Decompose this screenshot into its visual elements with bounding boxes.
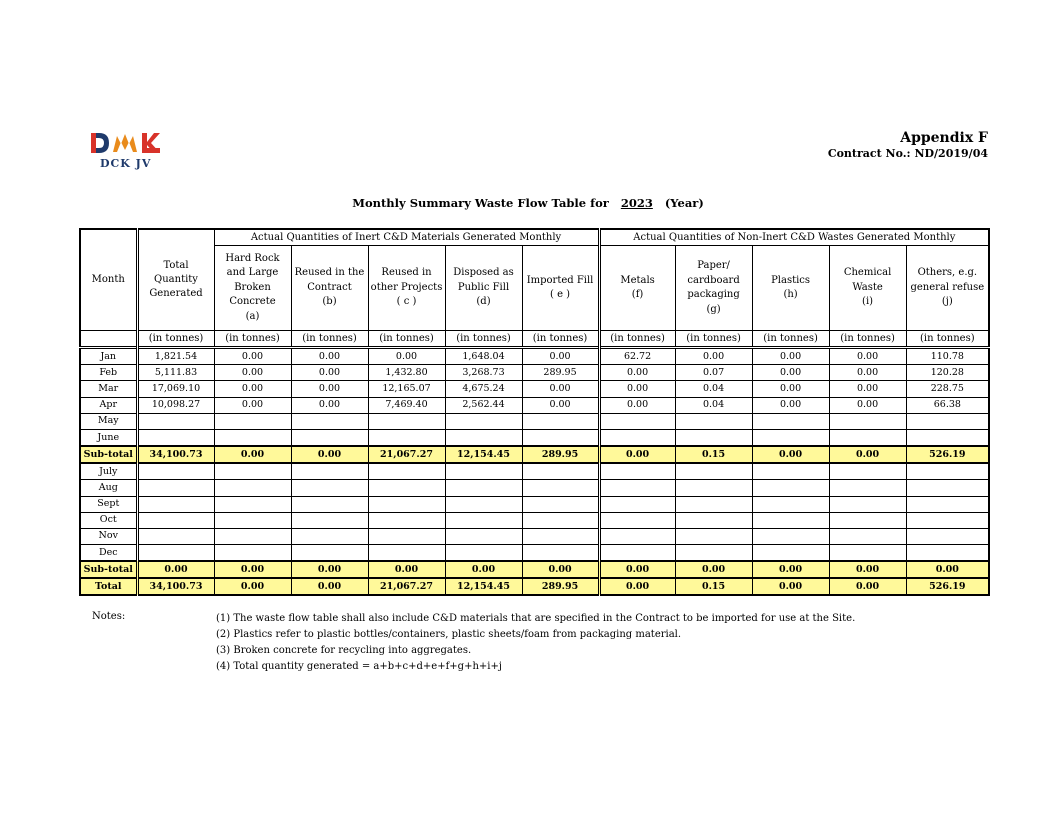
value-cell: 66.38 [906, 397, 989, 413]
col-header-line: Plastics [771, 274, 811, 286]
value-cell [599, 496, 675, 512]
value-cell: 0.00 [752, 578, 829, 595]
col-header-line: Hard Rock [225, 252, 280, 264]
col-header-line: Others, e.g. [917, 267, 978, 279]
value-cell: 7,469.40 [368, 397, 445, 413]
month-cell: Jan [80, 348, 137, 365]
title-suffix: (Year) [664, 196, 704, 210]
value-cell [522, 496, 599, 512]
month-cell: Sub-total [80, 446, 137, 463]
value-cell: 5,111.83 [137, 365, 214, 381]
value-cell: 0.04 [675, 397, 752, 413]
col-header-line: (j) [941, 296, 953, 308]
table-row [80, 528, 989, 544]
notes-label: Notes: [92, 611, 126, 622]
value-cell [137, 496, 214, 512]
col-header-line: Reused in [381, 267, 432, 279]
col-header-line: cardboard [687, 274, 740, 286]
value-cell [829, 463, 906, 480]
value-cell [291, 545, 368, 562]
unit-cell: (in tonnes) [829, 331, 906, 348]
value-cell [214, 512, 291, 528]
col-header-reused-contract [291, 246, 368, 331]
value-cell [906, 528, 989, 544]
value-cell: 0.00 [829, 397, 906, 413]
appendix-block [828, 130, 988, 160]
value-cell: 0.00 [291, 578, 368, 595]
col-header-chemical [829, 246, 906, 331]
table-row [80, 381, 989, 397]
table-row [80, 512, 989, 528]
value-cell: 34,100.73 [137, 578, 214, 595]
subtotal-row [80, 446, 989, 463]
table-row [80, 348, 989, 365]
col-header-line: ( c ) [396, 296, 417, 308]
value-cell [752, 463, 829, 480]
unit-cell: (in tonnes) [445, 331, 522, 348]
value-cell [906, 496, 989, 512]
value-cell: 0.00 [599, 446, 675, 463]
month-cell: July [80, 463, 137, 480]
value-cell [137, 545, 214, 562]
value-cell: 0.00 [368, 561, 445, 578]
unit-cell: (in tonnes) [368, 331, 445, 348]
value-cell [291, 429, 368, 446]
value-cell [599, 463, 675, 480]
value-cell [445, 463, 522, 480]
col-header-line: Waste [852, 281, 883, 293]
col-header-line: Reused in the [294, 267, 365, 279]
col-header-line: and Large [226, 267, 279, 279]
value-cell: 0.00 [752, 446, 829, 463]
month-cell: Apr [80, 397, 137, 413]
note-item: (4) Total quantity generated = a+b+c+d+e+f+g+h+i+j [216, 661, 502, 672]
unit-cell: (in tonnes) [906, 331, 989, 348]
value-cell [522, 512, 599, 528]
value-cell: 120.28 [906, 365, 989, 381]
value-cell [291, 512, 368, 528]
col-header-metals [599, 246, 675, 331]
value-cell: 526.19 [906, 578, 989, 595]
col-header-hard-rock [214, 246, 291, 331]
value-cell [214, 429, 291, 446]
value-cell: 10,098.27 [137, 397, 214, 413]
value-cell [599, 545, 675, 562]
value-cell [522, 463, 599, 480]
notes-list [216, 611, 976, 675]
value-cell: 12,165.07 [368, 381, 445, 397]
value-cell [214, 528, 291, 544]
group-header-row [80, 229, 989, 246]
value-cell: 0.00 [599, 381, 675, 397]
value-cell [599, 480, 675, 496]
value-cell [214, 545, 291, 562]
value-cell: 0.00 [214, 348, 291, 365]
value-cell: 289.95 [522, 446, 599, 463]
month-cell: Oct [80, 512, 137, 528]
value-cell: 0.00 [752, 397, 829, 413]
value-cell [906, 480, 989, 496]
value-cell [752, 545, 829, 562]
value-cell [829, 512, 906, 528]
col-header-line: ( e ) [549, 289, 571, 300]
value-cell: 0.07 [675, 365, 752, 381]
unit-cell: (in tonnes) [291, 331, 368, 348]
value-cell [445, 545, 522, 562]
value-cell [291, 463, 368, 480]
value-cell [368, 545, 445, 562]
col-header-line: Disposed as [453, 267, 514, 279]
value-cell: 0.00 [675, 561, 752, 578]
value-cell: 0.00 [599, 365, 675, 381]
value-cell [675, 463, 752, 480]
col-header-line: other Projects [370, 281, 443, 293]
value-cell: 0.00 [829, 365, 906, 381]
month-header: Month [80, 229, 137, 331]
value-cell: 0.00 [291, 561, 368, 578]
col-header-reused-other [368, 246, 445, 331]
value-cell: 0.00 [522, 381, 599, 397]
value-cell [137, 463, 214, 480]
month-cell: June [80, 429, 137, 446]
value-cell: 0.00 [906, 561, 989, 578]
value-cell [291, 413, 368, 429]
value-cell [752, 496, 829, 512]
value-cell [291, 480, 368, 496]
appendix-title: Appendix F [900, 130, 988, 146]
value-cell [599, 429, 675, 446]
value-cell [291, 528, 368, 544]
col-header-line: (h) [783, 289, 798, 300]
value-cell [752, 528, 829, 544]
value-cell [214, 413, 291, 429]
unit-cell-month [80, 331, 137, 348]
col-header-others [906, 246, 989, 331]
value-cell: 0.04 [675, 381, 752, 397]
total-header-text: Total Quantity Generated [149, 260, 203, 299]
value-cell: 0.00 [752, 365, 829, 381]
value-cell: 0.00 [752, 381, 829, 397]
value-cell: 17,069.10 [137, 381, 214, 397]
value-cell: 12,154.45 [445, 446, 522, 463]
value-cell [445, 528, 522, 544]
value-cell [368, 480, 445, 496]
month-cell: Total [80, 578, 137, 595]
value-cell: 0.00 [214, 561, 291, 578]
value-cell [522, 413, 599, 429]
value-cell: 0.00 [214, 397, 291, 413]
value-cell [368, 429, 445, 446]
value-cell [522, 528, 599, 544]
value-cell: 0.00 [675, 348, 752, 365]
total-header [137, 229, 214, 331]
value-cell [445, 429, 522, 446]
value-cell [675, 528, 752, 544]
value-cell [368, 463, 445, 480]
col-header-imported-fill [522, 246, 599, 331]
table-row [80, 480, 989, 496]
value-cell: 289.95 [522, 365, 599, 381]
col-header-line: Paper/ [697, 260, 730, 271]
value-cell [368, 512, 445, 528]
col-header-line: (g) [706, 303, 721, 315]
month-cell: Aug [80, 480, 137, 496]
value-cell [829, 496, 906, 512]
value-cell [829, 429, 906, 446]
value-cell: 0.00 [368, 348, 445, 365]
table-row [80, 413, 989, 429]
value-cell [675, 545, 752, 562]
value-cell [906, 545, 989, 562]
col-header-public-fill [445, 246, 522, 331]
logo-emblem-icon [88, 130, 176, 156]
logo-marks [88, 130, 178, 156]
value-cell: 1,821.54 [137, 348, 214, 365]
value-cell: 0.00 [137, 561, 214, 578]
table-row [80, 463, 989, 480]
col-header-line: Imported Fill [526, 274, 594, 286]
value-cell: 21,067.27 [368, 446, 445, 463]
note-item: (2) Plastics refer to plastic bottles/containers, plastic sheets/foam from packaging material. [216, 629, 682, 640]
note-item: (1) The waste flow table shall also include C&D materials that are specified in the Contract to be imported for use at the Site. [216, 613, 856, 624]
column-header-row [80, 246, 989, 331]
unit-cell: (in tonnes) [675, 331, 752, 348]
contract-number: Contract No.: ND/2019/04 [827, 147, 988, 160]
value-cell: 1,432.80 [368, 365, 445, 381]
value-cell [752, 512, 829, 528]
value-cell [675, 512, 752, 528]
value-cell [214, 480, 291, 496]
month-cell: Nov [80, 528, 137, 544]
value-cell [368, 496, 445, 512]
value-cell [522, 429, 599, 446]
value-cell: 0.00 [291, 446, 368, 463]
value-cell: 0.15 [675, 446, 752, 463]
unit-cell: (in tonnes) [522, 331, 599, 348]
value-cell [675, 413, 752, 429]
note-item: (3) Broken concrete for recycling into aggregates. [216, 645, 472, 656]
value-cell: 4,675.24 [445, 381, 522, 397]
value-cell: 0.15 [675, 578, 752, 595]
table-row [80, 429, 989, 446]
value-cell: 0.00 [214, 365, 291, 381]
value-cell: 0.00 [522, 561, 599, 578]
subtotal-row [80, 578, 989, 595]
value-cell: 0.00 [599, 561, 675, 578]
value-cell [906, 463, 989, 480]
table-row [80, 545, 989, 562]
value-cell [829, 545, 906, 562]
value-cell: 0.00 [291, 381, 368, 397]
value-cell: 21,067.27 [368, 578, 445, 595]
value-cell: 62.72 [599, 348, 675, 365]
value-cell [752, 413, 829, 429]
subtotal-row [80, 561, 989, 578]
value-cell [906, 429, 989, 446]
value-cell: 0.00 [599, 397, 675, 413]
title-year: 2023 [620, 196, 653, 210]
value-cell [675, 496, 752, 512]
table-row [80, 365, 989, 381]
value-cell [829, 413, 906, 429]
title-prefix: Monthly Summary Waste Flow Table for [352, 196, 609, 210]
value-cell [829, 528, 906, 544]
value-cell [137, 512, 214, 528]
value-cell [368, 413, 445, 429]
value-cell: 12,154.45 [445, 578, 522, 595]
value-cell: 289.95 [522, 578, 599, 595]
inert-group-header: Actual Quantities of Inert C&D Materials Generated Monthly [214, 229, 599, 246]
unit-cell: (in tonnes) [137, 331, 214, 348]
value-cell [214, 496, 291, 512]
value-cell: 0.00 [291, 348, 368, 365]
value-cell: 0.00 [522, 397, 599, 413]
value-cell [214, 463, 291, 480]
units-row [80, 331, 989, 348]
value-cell: 0.00 [829, 348, 906, 365]
col-header-plastics [752, 246, 829, 331]
month-cell: May [80, 413, 137, 429]
value-cell: 228.75 [906, 381, 989, 397]
value-cell [752, 480, 829, 496]
document-title [0, 196, 1056, 210]
company-logo [88, 130, 178, 172]
col-header-line: Concrete [229, 296, 276, 308]
logo-text: DCK JV [100, 157, 152, 170]
value-cell [675, 480, 752, 496]
value-cell [906, 413, 989, 429]
value-cell: 0.00 [522, 348, 599, 365]
table-row [80, 397, 989, 413]
month-cell: Dec [80, 545, 137, 562]
col-header-line: (i) [862, 296, 874, 308]
value-cell [291, 496, 368, 512]
value-cell [368, 528, 445, 544]
unit-cell: (in tonnes) [752, 331, 829, 348]
value-cell: 0.00 [599, 578, 675, 595]
value-cell [599, 413, 675, 429]
value-cell: 0.00 [214, 578, 291, 595]
value-cell: 0.00 [291, 365, 368, 381]
table-body [80, 348, 989, 596]
unit-cell: (in tonnes) [599, 331, 675, 348]
value-cell: 1,648.04 [445, 348, 522, 365]
value-cell: 526.19 [906, 446, 989, 463]
col-header-line: (d) [476, 296, 491, 308]
col-header-line: Contract [307, 281, 352, 293]
noninert-group-header: Actual Quantities of Non-Inert C&D Wastes Generated Monthly [599, 229, 989, 246]
col-header-line: Public Fill [457, 281, 510, 293]
value-cell: 0.00 [214, 381, 291, 397]
value-cell [445, 480, 522, 496]
value-cell [445, 512, 522, 528]
value-cell: 0.00 [752, 561, 829, 578]
col-header-line: Metals [620, 274, 655, 286]
value-cell: 0.00 [829, 578, 906, 595]
value-cell: 0.00 [829, 381, 906, 397]
value-cell [522, 480, 599, 496]
value-cell [829, 480, 906, 496]
value-cell [137, 429, 214, 446]
col-header-line: (b) [322, 296, 337, 308]
month-cell: Feb [80, 365, 137, 381]
value-cell [675, 429, 752, 446]
value-cell: 0.00 [829, 446, 906, 463]
value-cell [137, 528, 214, 544]
value-cell [445, 413, 522, 429]
col-header-line: Broken [234, 281, 271, 293]
month-cell: Mar [80, 381, 137, 397]
value-cell: 0.00 [214, 446, 291, 463]
col-header-line: packaging [687, 289, 740, 300]
waste-flow-table [79, 228, 990, 596]
month-cell: Sept [80, 496, 137, 512]
col-header-line: Chemical [843, 267, 892, 279]
value-cell: 3,268.73 [445, 365, 522, 381]
value-cell [137, 480, 214, 496]
col-header-line: (a) [245, 310, 260, 322]
col-header-line: general refuse [910, 281, 985, 293]
value-cell: 34,100.73 [137, 446, 214, 463]
value-cell [599, 512, 675, 528]
value-cell [445, 496, 522, 512]
table-row [80, 496, 989, 512]
value-cell: 0.00 [291, 397, 368, 413]
value-cell [752, 429, 829, 446]
unit-cell: (in tonnes) [214, 331, 291, 348]
value-cell [137, 413, 214, 429]
month-cell: Sub-total [80, 561, 137, 578]
value-cell: 110.78 [906, 348, 989, 365]
value-cell [522, 545, 599, 562]
value-cell: 2,562.44 [445, 397, 522, 413]
value-cell [599, 528, 675, 544]
col-header-paper [675, 246, 752, 331]
value-cell [906, 512, 989, 528]
value-cell: 0.00 [829, 561, 906, 578]
value-cell: 0.00 [445, 561, 522, 578]
value-cell: 0.00 [752, 348, 829, 365]
col-header-line: (f) [631, 289, 644, 300]
